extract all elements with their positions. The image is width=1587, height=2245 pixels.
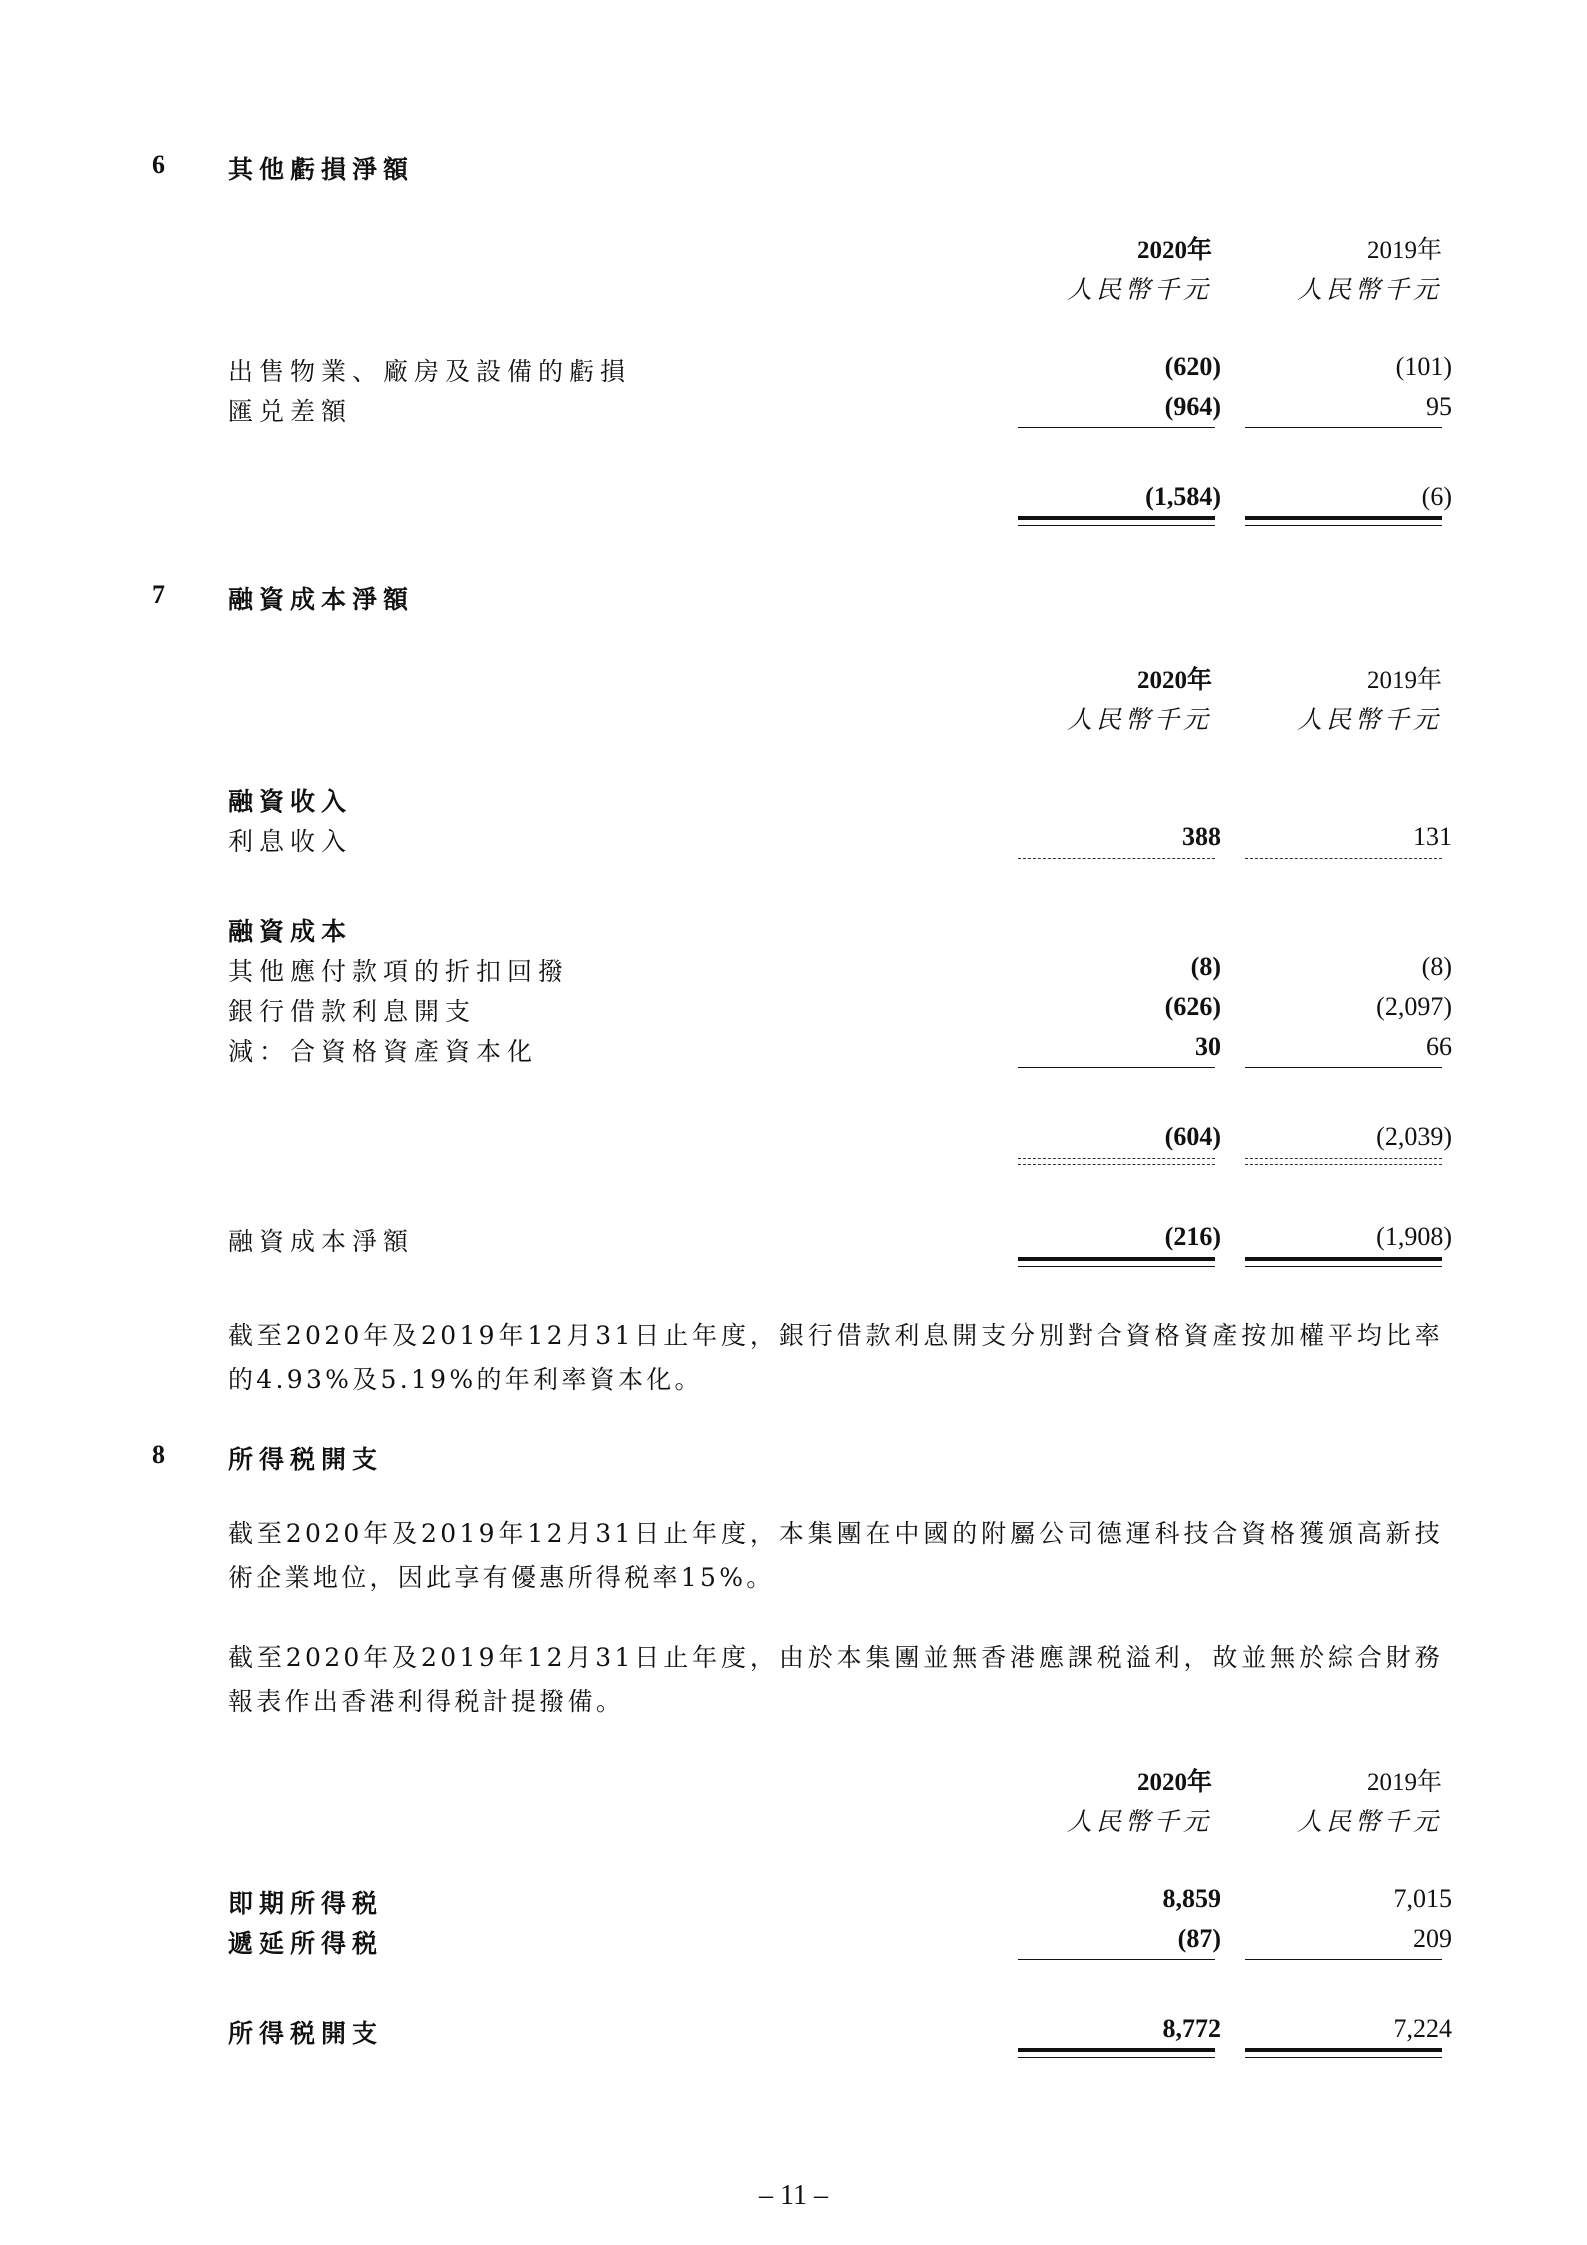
section-6-header-unit-current: 人民幣千元	[1066, 275, 1212, 304]
section-8-rule	[1018, 1959, 1215, 1960]
interest-income-current: 388	[1182, 822, 1221, 851]
section-6-row-label: 匯兑差額	[228, 397, 353, 426]
section-6-total-current: (1,584)	[1145, 482, 1221, 511]
finance-cost-subtotal-current: (604)	[1164, 1122, 1221, 1151]
finance-cost-row-prior: 66	[1426, 1032, 1452, 1061]
section-7-dashed-rule	[1018, 1158, 1215, 1159]
section-6-rule	[1245, 427, 1442, 428]
section-6-double-rule	[1245, 516, 1442, 524]
section-6-header-unit-prior: 人民幣千元	[1296, 275, 1442, 304]
section-8-header-year-prior: 2019年	[1366, 1769, 1442, 1796]
section-8-number: 8	[152, 1440, 165, 1469]
section-7-note: 截至2020年及2019年12月31日止年度，銀行借款利息開支分別對合資格資產按加權平均比率的4.93%及5.19%的年利率資本化。	[228, 1321, 1443, 1394]
tax-row-prior: 7,015	[1393, 1884, 1452, 1913]
section-6-row-prior: (101)	[1395, 352, 1452, 381]
finance-cost-row-current: (8)	[1190, 952, 1221, 981]
section-6-double-rule	[1245, 525, 1442, 526]
finance-cost-row-prior: (2,097)	[1376, 992, 1452, 1021]
section-8-rule	[1245, 1959, 1442, 1960]
section-8-double-rule	[1245, 2048, 1442, 2056]
section-7-dashed-rule	[1245, 1158, 1442, 1159]
section-8-double-rule	[1018, 2057, 1215, 2058]
tax-row-current: (87)	[1177, 1924, 1221, 1953]
section-8-header-unit-prior: 人民幣千元	[1296, 1807, 1442, 1836]
section-7-double-rule	[1245, 1257, 1442, 1265]
finance-cost-row-label: 其他應付款項的折扣回撥	[228, 957, 570, 986]
section-6-row-current: (620)	[1164, 352, 1221, 381]
tax-row-current: 8,859	[1162, 1884, 1221, 1913]
section-7-double-rule	[1245, 1266, 1442, 1267]
section-8-header-unit-current: 人民幣千元	[1066, 1807, 1212, 1836]
section-6-double-rule	[1018, 525, 1215, 526]
section-7-header-year-prior: 2019年	[1366, 667, 1442, 694]
section-7-dashed-rule	[1245, 1164, 1442, 1165]
section-7-dashed-rule	[1245, 858, 1442, 859]
section-8-double-rule	[1245, 2057, 1442, 2058]
finance-cost-row-prior: (8)	[1421, 952, 1452, 981]
tax-row-label: 遞延所得税	[228, 1929, 384, 1958]
tax-row-label: 即期所得税	[228, 1889, 384, 1918]
section-6-number: 6	[152, 150, 165, 179]
finance-cost-row-current: (626)	[1164, 992, 1221, 1021]
section-7-dashed-rule	[1018, 858, 1215, 859]
section-6-row-current: (964)	[1164, 392, 1221, 421]
finance-cost-row-current: 30	[1195, 1032, 1221, 1061]
tax-total-prior: 7,224	[1393, 2014, 1452, 2043]
net-finance-cost-current: (216)	[1164, 1222, 1221, 1251]
section-6-double-rule	[1018, 516, 1215, 524]
tax-total-label: 所得税開支	[228, 2019, 384, 2048]
section-7-header-unit-prior: 人民幣千元	[1296, 705, 1442, 734]
tax-total-current: 8,772	[1162, 2014, 1221, 2043]
finance-cost-row-label: 銀行借款利息開支	[228, 997, 477, 1026]
section-8-double-rule	[1018, 2048, 1215, 2056]
section-6-title: 其他虧損淨額	[228, 155, 415, 184]
section-6-header-year-prior: 2019年	[1366, 237, 1442, 264]
section-7-double-rule	[1018, 1257, 1215, 1265]
section-7-dashed-rule	[1018, 1164, 1215, 1165]
section-7-header-year-current: 2020年	[1136, 667, 1212, 694]
finance-cost-row-label: 減：合資格資產資本化	[228, 1037, 539, 1066]
section-6-row-prior: 95	[1426, 392, 1452, 421]
tax-row-prior: 209	[1413, 1924, 1452, 1953]
net-finance-cost-label: 融資成本淨額	[228, 1227, 415, 1256]
section-6-total-prior: (6)	[1421, 482, 1452, 511]
section-7-rule	[1245, 1067, 1442, 1068]
section-8-header-year-current: 2020年	[1136, 1769, 1212, 1796]
finance-income-heading: 融資收入	[228, 787, 353, 816]
section-7-rule	[1018, 1067, 1215, 1068]
finance-cost-subtotal-prior: (2,039)	[1376, 1122, 1452, 1151]
net-finance-cost-prior: (1,908)	[1376, 1222, 1452, 1251]
section-7-number: 7	[152, 580, 165, 609]
interest-income-prior: 131	[1413, 822, 1452, 851]
section-7-header-unit-current: 人民幣千元	[1066, 705, 1212, 734]
section-7-double-rule	[1018, 1266, 1215, 1267]
section-7-title: 融資成本淨額	[228, 585, 415, 614]
section-6-header-year-current: 2020年	[1136, 237, 1212, 264]
page-number: – 11 –	[759, 2180, 828, 2211]
section-6-row-label: 出售物業、廠房及設備的虧損	[228, 357, 632, 386]
section-8-title: 所得税開支	[228, 1445, 384, 1474]
section-6-rule	[1018, 427, 1215, 428]
interest-income-label: 利息收入	[228, 827, 353, 856]
section-8-paragraph: 截至2020年及2019年12月31日止年度，本集團在中國的附屬公司德運科技合資格獲頒高新技術企業地位，因此享有優惠所得税率15%。	[228, 1519, 1443, 1592]
section-8-paragraph: 截至2020年及2019年12月31日止年度，由於本集團並無香港應課税溢利，故並無於綜合財務報表作出香港利得税計提撥備。	[228, 1643, 1443, 1716]
finance-cost-heading: 融資成本	[228, 917, 353, 946]
